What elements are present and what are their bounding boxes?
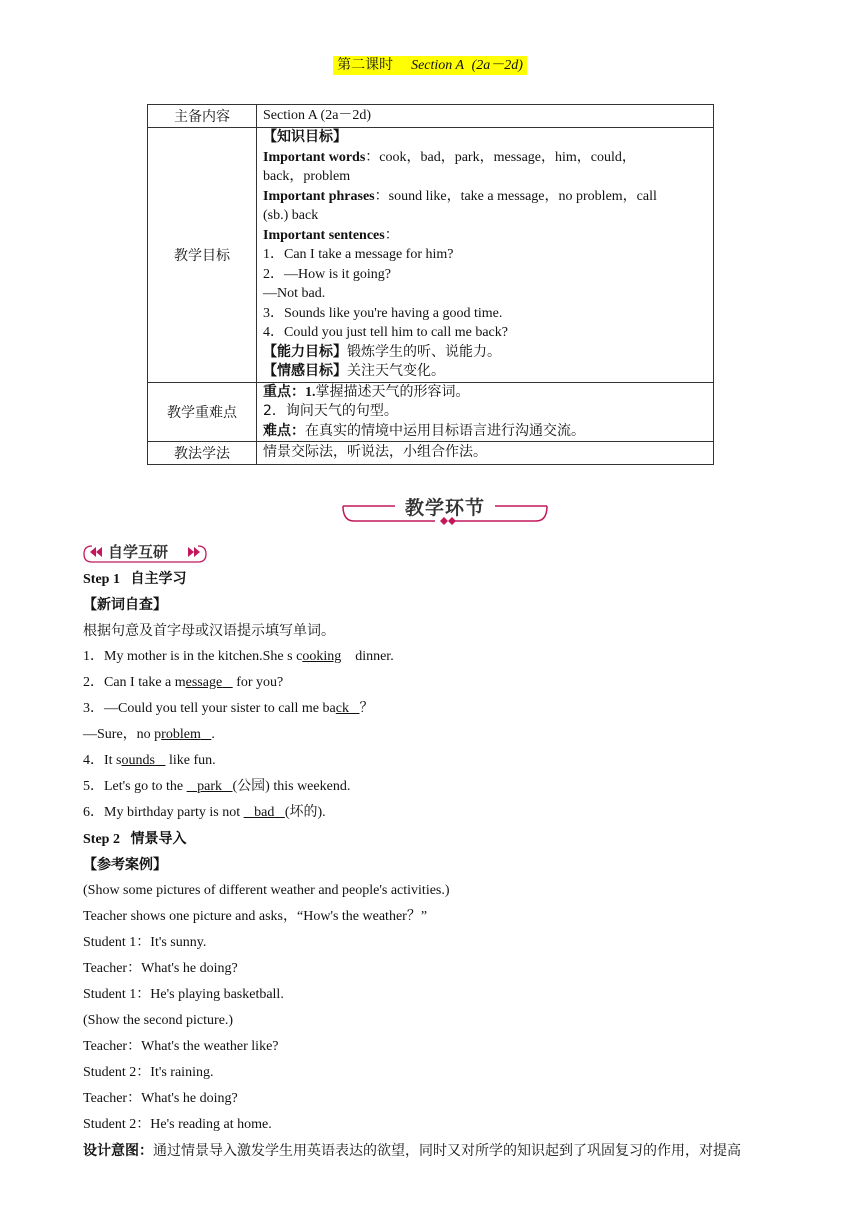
knowledge-label: 【知识目标】: [263, 129, 347, 145]
words-label: Important words: [263, 149, 366, 165]
table-row: [148, 382, 714, 442]
banner-title: 教学环节: [404, 497, 485, 519]
step1-label: Step 1: [83, 572, 120, 587]
answer-1: ooking: [302, 649, 342, 664]
focus-label: 重点：: [263, 383, 305, 400]
question-2: 2．Can I take a message for you?: [83, 675, 284, 690]
answer-2: essage: [185, 675, 223, 690]
phrases-label: Important phrases: [263, 188, 375, 204]
focus-1: 掌握描述天气的形容词。: [315, 383, 470, 400]
subheading-new-words: 【新词自查】: [83, 597, 167, 613]
question-6: 6．My birthday party is not bad (坏的).: [83, 805, 326, 820]
table-row: [148, 128, 714, 383]
emotion-text: 关注天气变化。: [347, 363, 445, 379]
row-key: 教学重难点: [148, 382, 257, 442]
dialog-line: Teacher：What's he doing?: [83, 1091, 238, 1106]
row-value-objectives: [257, 128, 714, 383]
question-4: 4．It sounds like fun.: [83, 753, 216, 768]
dialog-line: Student 2：He's reading at home.: [83, 1117, 272, 1132]
dialog-line: Student 1：It's sunny.: [83, 935, 207, 950]
question-5: 5．Let's go to the park (公园) this weekend.: [83, 779, 351, 794]
row-value: Section A (2a－2d): [257, 105, 714, 128]
answer-3: ck: [335, 701, 349, 716]
question-3-reply: —Sure，no problem .: [83, 727, 215, 742]
table-row: [148, 442, 714, 465]
tab-title: 自学互研: [108, 543, 169, 561]
row-key: 教法学法: [148, 442, 257, 465]
design-intent-label: 设计意图：: [83, 1143, 153, 1159]
title-range: (2a－2d): [471, 58, 523, 73]
title-lesson: 第二课时: [337, 58, 394, 73]
sentences-label: Important sentences: [263, 227, 385, 243]
question-3: 3．—Could you tell your sister to call me back ？: [83, 701, 374, 716]
difficulty-label: 难点：: [263, 422, 305, 439]
answer-4: ounds: [121, 753, 155, 768]
dialog-line: (Show the second picture.): [83, 1013, 234, 1028]
title-section: Section A: [411, 58, 465, 73]
ability-text: 锻炼学生的听、说能力。: [347, 343, 501, 360]
emotion-label: 【情感目标】: [263, 363, 347, 379]
difficulty-text: 在真实的情境中运用目标语言进行沟通交流。: [305, 422, 585, 439]
dialog-line: Teacher：What's the weather like?: [83, 1039, 279, 1054]
lesson-plan-table: [147, 104, 714, 465]
table-row: [148, 105, 714, 128]
ability-label: 【能力目标】: [263, 343, 347, 360]
section-banner: [340, 490, 550, 526]
row-value: 情景交际法，听说法，小组合作法。: [257, 442, 714, 465]
phrases-text-cont: (sb.) back: [263, 208, 319, 223]
dialog-line: (Show some pictures of different weather and people's activities.): [83, 883, 450, 898]
design-intent-text: 通过情景导入激发学生用英语表达的欲望，同时又对所学的知识起到了巩固复习的作用，对提高: [153, 1143, 741, 1159]
section-tab: [82, 540, 208, 564]
subheading-example: 【参考案例】: [83, 857, 167, 873]
words-text: ：cook，bad，park，message，him，could，: [365, 149, 636, 165]
dialog-line: Teacher：What's he doing?: [83, 961, 238, 976]
dialog-line: Teacher shows one picture and asks，“How's the weather？”: [83, 909, 428, 924]
dialog-line: Student 1：He's playing basketball.: [83, 987, 284, 1002]
lesson-title: [0, 54, 860, 74]
sentence-1: 1．Can I take a message for him?: [263, 247, 454, 262]
focus-2: 2．询问天气的句型。: [263, 403, 398, 419]
row-value-focus: [257, 382, 714, 442]
answer-5: park: [197, 779, 223, 794]
phrases-text: ：sound like，take a message，no problem，call: [374, 188, 657, 204]
focus-num: 1.: [305, 384, 316, 400]
step2-label: Step 2: [83, 832, 120, 847]
dialog-line: Student 2：It's raining.: [83, 1065, 214, 1080]
sentences-colon: ：: [384, 227, 399, 243]
step1-title: 自主学习: [130, 571, 187, 587]
words-text-cont: back，problem: [263, 169, 351, 184]
sentence-4: 4．Could you just tell him to call me back?: [263, 325, 508, 340]
sentence-2-reply: —Not bad.: [263, 286, 326, 301]
sentence-2: 2．—How is it going?: [263, 266, 391, 282]
question-1: 1．My mother is in the kitchen.She s cooking dinner.: [83, 649, 394, 664]
sentence-3: 3．Sounds like you're having a good time.: [263, 305, 503, 321]
instructions: 根据句意及首字母或汉语提示填写单词。: [83, 623, 335, 639]
lesson-body: [83, 566, 813, 1164]
row-key: 主备内容: [148, 105, 257, 128]
answer-3b: roblem: [161, 727, 201, 742]
row-key: 教学目标: [148, 128, 257, 383]
step2-title: 情景导入: [130, 831, 187, 847]
answer-6: bad: [254, 805, 275, 820]
